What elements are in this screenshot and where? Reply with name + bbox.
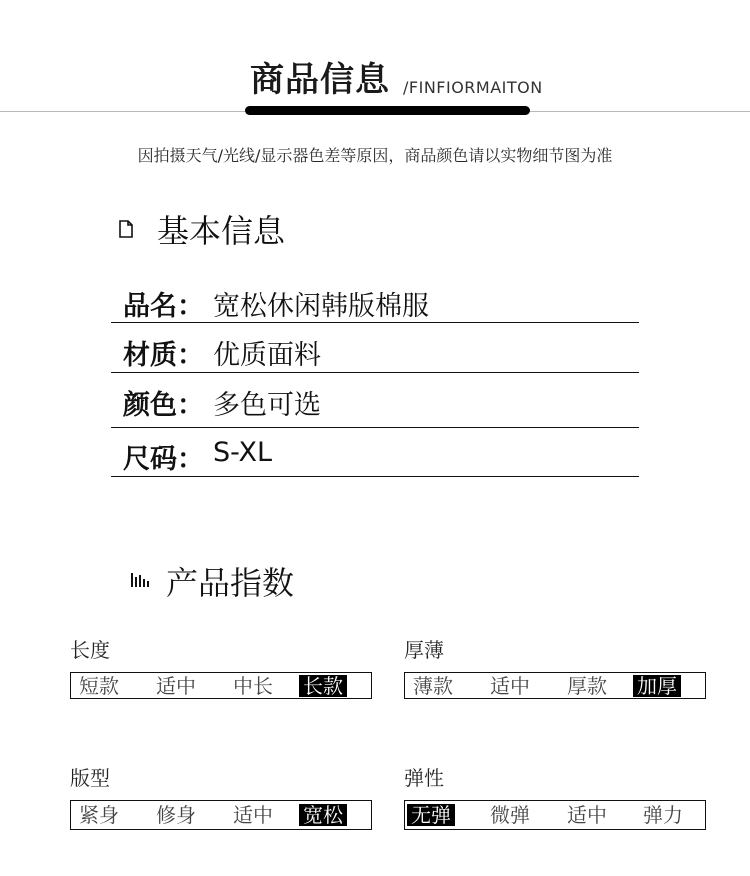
- info-row-color: [111, 375, 639, 424]
- row-divider: [111, 476, 639, 477]
- length-scale: [70, 672, 372, 699]
- elasticity-label: 弹性: [404, 766, 444, 790]
- thickness-option: 厚款: [567, 674, 607, 698]
- basic-info-title: 基本信息: [157, 212, 286, 250]
- length-option: 短款: [79, 674, 119, 698]
- elasticity-option: 弹力: [643, 803, 683, 827]
- page-title: 商品信息: [250, 60, 390, 100]
- elasticity-scale: [404, 800, 706, 830]
- header-underline-bar: [245, 106, 530, 115]
- length-option-selected: 长款: [299, 675, 347, 697]
- info-value: 宽松休闲韩版棉服: [213, 291, 429, 322]
- fit-option: 适中: [233, 803, 273, 827]
- length-option: 中长: [233, 674, 273, 698]
- fit-label: 版型: [70, 766, 110, 790]
- info-value: S-XL: [213, 437, 273, 468]
- info-row-size: [111, 429, 639, 478]
- thickness-option-selected: 加厚: [633, 675, 681, 697]
- info-label: 颜色：: [123, 390, 204, 421]
- elasticity-option: 适中: [567, 803, 607, 827]
- info-value: 优质面料: [213, 340, 321, 371]
- length-option: 适中: [156, 674, 196, 698]
- thickness-option: 适中: [490, 674, 530, 698]
- fit-option-selected: 宽松: [299, 804, 347, 826]
- info-row-material: [111, 325, 639, 374]
- page-subtitle: /FINFIORMAITON: [403, 78, 543, 97]
- info-row-name: [111, 276, 639, 325]
- row-divider: [111, 427, 639, 428]
- info-label: 材质：: [123, 340, 204, 371]
- fit-option: 修身: [156, 803, 196, 827]
- info-label: 尺码：: [123, 444, 204, 475]
- info-label: 品名：: [123, 291, 204, 322]
- color-disclaimer: 因拍摄天气/光线/显示器色差等原因，商品颜色请以实物细节图为准: [137, 146, 613, 165]
- thickness-label: 厚薄: [404, 638, 444, 662]
- thickness-scale: [404, 672, 706, 699]
- document-icon: [118, 220, 134, 238]
- info-value: 多色可选: [213, 390, 321, 421]
- row-divider: [111, 322, 639, 323]
- thickness-option: 薄款: [413, 674, 453, 698]
- bar-chart-icon: [131, 572, 147, 590]
- product-index-title: 产品指数: [166, 564, 295, 602]
- fit-scale: [70, 800, 372, 830]
- length-label: 长度: [70, 638, 110, 662]
- row-divider: [111, 372, 639, 373]
- elasticity-option: 微弹: [490, 803, 530, 827]
- fit-option: 紧身: [79, 803, 119, 827]
- elasticity-option-selected: 无弹: [407, 804, 455, 826]
